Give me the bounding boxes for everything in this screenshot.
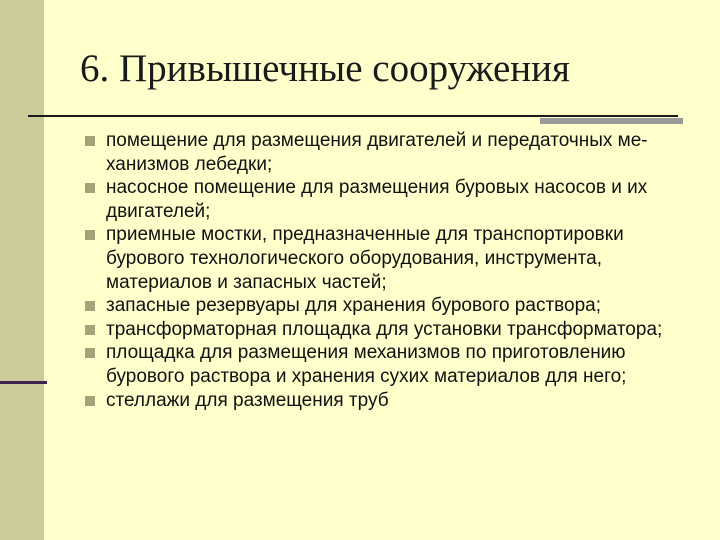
bullet-text: трансформаторная площадка для установки трансформатора;	[106, 318, 663, 340]
left-accent-bar	[0, 381, 47, 384]
bullet-text: запасные резервуары для хранения бурового раствора;	[106, 295, 602, 317]
bullet-text: приемные мостки, предназначенные для транспортировки бурового технологического оборудования, инструмента, материалов и запасных частей;	[106, 224, 624, 293]
square-bullet-icon	[85, 348, 95, 358]
square-bullet-icon	[85, 325, 95, 335]
bullet-text: насосное помещение для размещения буровых насосов и их двигателей;	[106, 177, 648, 222]
slide-title: 6. Привышечные сооружения	[80, 47, 570, 90]
bullet-text: стеллажи для размещения труб	[106, 389, 389, 411]
title-underline	[28, 115, 678, 117]
square-bullet-icon	[85, 136, 95, 146]
list-item	[85, 176, 705, 223]
bullet-list	[85, 129, 705, 412]
bullet-text: помещение для размещения двигателей и передаточных ме-ханизмов лебедки;	[106, 130, 648, 175]
bullet-text: площадка для размещения механизмов по приготовлению бурового раствора и хранения сухих материалов для него;	[106, 342, 627, 387]
list-item	[85, 318, 705, 342]
list-item	[85, 389, 705, 413]
title-underline-accent	[540, 118, 683, 124]
list-item	[85, 341, 705, 388]
list-item	[85, 223, 705, 294]
square-bullet-icon	[85, 301, 95, 311]
square-bullet-icon	[85, 230, 95, 240]
square-bullet-icon	[85, 183, 95, 193]
square-bullet-icon	[85, 396, 95, 406]
list-item	[85, 129, 705, 176]
list-item	[85, 294, 705, 318]
left-decorative-band	[0, 0, 44, 540]
